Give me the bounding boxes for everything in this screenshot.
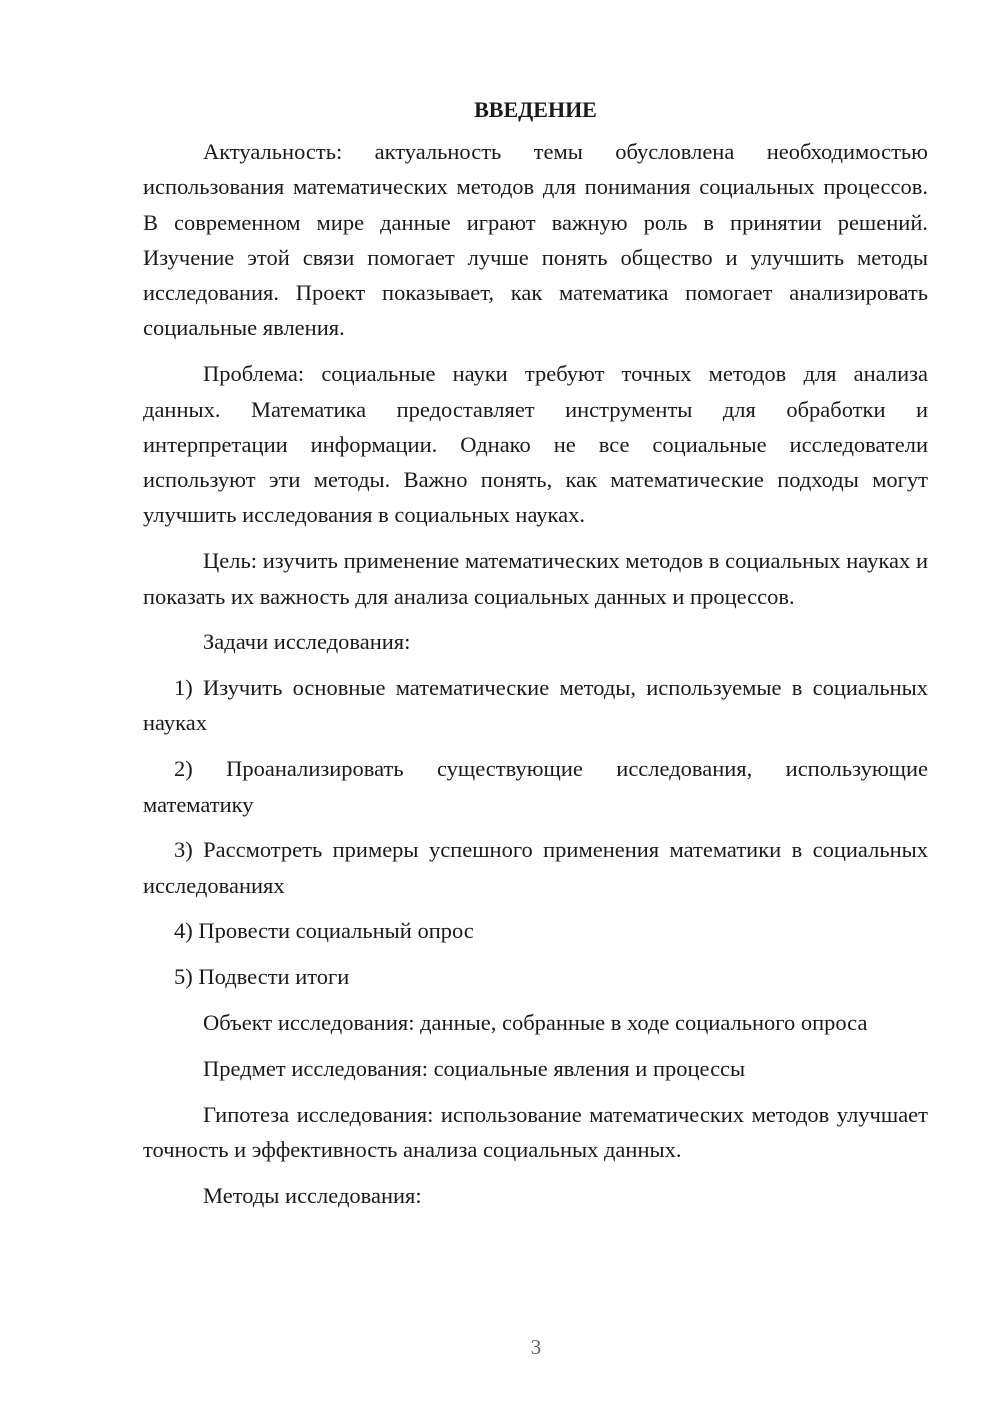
list-item: 1) Изучить основные математические методы, используемые в социальных науках — [143, 675, 928, 736]
methods-heading: Методы исследования: — [203, 1182, 422, 1208]
paragraph-object: Объект исследования: данные, собранные в ходе социального опроса — [203, 1010, 868, 1036]
paragraph-subject: Предмет исследования: социальные явления и процессы — [203, 1055, 746, 1081]
paragraph-problem: Проблема: социальные науки требуют точных методов для анализа данных. Математика предоставляет инструменты для обработки и интерпретации информации. Однако не все социальные исследователи используют эти методы. Важно понять, как математические подходы могут улучшить исследования в социальных науках. — [143, 361, 928, 528]
list-item: 2) Проанализировать существующие исследования, использующие математику — [143, 756, 928, 817]
document-page — [143, 94, 928, 1224]
paragraph-hypothesis: Гипотеза исследования: использование математических методов улучшает точность и эффективность анализа социальных данных. — [143, 1101, 928, 1162]
paragraph-goal: Цель: изучить применение математических методов в социальных науках и показать их важность для анализа социальных данных и процессов. — [143, 548, 928, 609]
page-number: 3 — [530, 1335, 542, 1359]
tasks-list — [143, 670, 928, 994]
list-item: 5) Подвести итоги — [174, 964, 350, 990]
list-item: 4) Провести социальный опрос — [174, 918, 474, 944]
list-item: 3) Рассмотреть примеры успешного применения математики в социальных исследованиях — [143, 837, 928, 898]
paragraph-relevance: Актуальность: актуальность темы обусловлена необходимостью использования математических методов для понимания социальных процессов. В современном мире данные играют важную роль в принятии решений. Изучение этой связи помогает лучше понять общество и улучшить методы исследования. Проект показывает, как математика помогает анализировать социальные явления. — [143, 139, 928, 341]
section-title: ВВЕДЕНИЕ — [474, 97, 597, 122]
tasks-heading: Задачи исследования: — [203, 629, 411, 655]
